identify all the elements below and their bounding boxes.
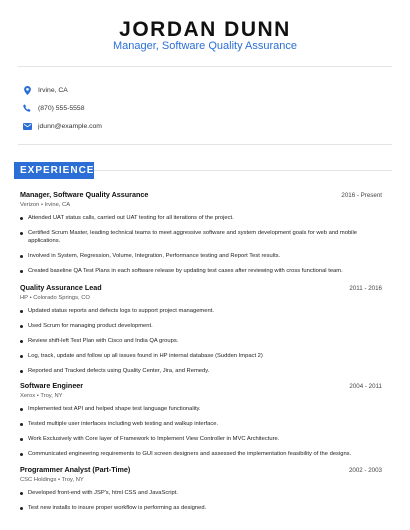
job-location: Colorado Springs, CO [33, 295, 90, 301]
phone-icon [22, 103, 32, 113]
bullet-item: Certified Scrum Master, leading technical teams to meet aggressive software and system development goals for web and mobile applications. [20, 229, 382, 245]
job-entry [20, 190, 382, 282]
job-employer: Verizon [20, 202, 40, 208]
job-location: Troy, NY [61, 477, 84, 483]
bullet-item: Reported and Tracked defects using Quality Center, Jira, and Remedy. [20, 367, 382, 375]
contact-location [22, 85, 68, 95]
bullet-item: Review shift-left Test Plan with Cisco and India QA groups. [20, 337, 382, 345]
job-dates: 2016 - Present [341, 192, 382, 199]
separator-dot: • [58, 477, 61, 483]
bullet-item: Attended UAT status calls, carried out UAT testing for all iterations of the project. [20, 214, 382, 222]
bullet-item: Updated status reports and defects logs to support project management. [20, 307, 382, 315]
bullet-item: Implemented test API and helped shape test language functionality. [20, 405, 382, 413]
candidate-title: Manager, Software Quality Assurance [112, 40, 298, 52]
job-title: Software Engineer [20, 381, 84, 390]
job-bullets [20, 405, 382, 458]
bullet-item: Log, track, update and follow up all issues found in HP internal database (Sudden Impact 2) [20, 352, 382, 360]
job-employer-line [20, 295, 382, 301]
contact-divider [18, 144, 392, 145]
job-title: Manager, Software Quality Assurance [20, 190, 149, 199]
job-bullets [20, 214, 382, 275]
job-entry [20, 465, 382, 519]
experience-heading: EXPERIENCE [14, 162, 94, 179]
location-pin-icon [22, 85, 32, 95]
job-location: Troy, NY [40, 393, 63, 399]
job-bullets [20, 307, 382, 375]
job-location: Irvine, CA [44, 202, 71, 208]
separator-dot: • [36, 393, 39, 399]
bullet-item: Created baseline QA Test Plans in each software release by updating test cases after reviewing with cross functional team. [20, 267, 382, 275]
job-employer-line [20, 477, 382, 483]
phone-text: (870) 555-5558 [38, 104, 85, 112]
job-employer: CSC Holdings [20, 477, 57, 483]
bullet-item: Tested multiple user interfaces including web testing and walkup interface. [20, 420, 382, 428]
job-employer-line [20, 393, 382, 399]
email-icon [22, 121, 32, 131]
job-employer: HP [20, 295, 28, 301]
job-employer-line [20, 202, 382, 208]
bullet-item: Test new installs to insure proper workflow is performing as designed. [20, 504, 382, 512]
job-entry [20, 283, 382, 382]
experience-heading-rule [94, 170, 392, 171]
bullet-item: Used Scrum for managing product development. [20, 322, 382, 330]
separator-dot: • [40, 202, 43, 208]
bullet-item: Communicated engineering requirements to GUI screen designers and assessed the implementation feasibility of the designs. [20, 450, 382, 458]
bullet-item: Involved in System, Regression, Volume, Integration, Performance testing and Report Test results. [20, 252, 382, 260]
job-title: Quality Assurance Lead [20, 283, 102, 292]
job-employer: Xerox [20, 393, 36, 399]
job-dates: 2002 - 2003 [348, 467, 382, 474]
bullet-item: Developed front-end with JSP's, html CSS and JavaScript. [20, 489, 382, 497]
email-text: jdunn@example.com [38, 122, 102, 130]
job-dates: 2004 - 2011 [349, 383, 382, 390]
job-dates: 2011 - 2016 [349, 285, 382, 292]
candidate-name: JORDAN DUNN [119, 18, 291, 41]
header-divider [18, 66, 392, 67]
job-title: Programmer Analyst (Part-Time) [20, 465, 131, 474]
contact-email [22, 121, 102, 131]
job-entry [20, 381, 382, 465]
contact-phone [22, 103, 84, 113]
bullet-item: Work Exclusively with Core layer of Framework to Implement View Controller in MVC Architecture. [20, 435, 382, 443]
job-bullets [20, 489, 382, 512]
location-text: Irvine, CA [38, 86, 68, 94]
separator-dot: • [29, 295, 32, 301]
